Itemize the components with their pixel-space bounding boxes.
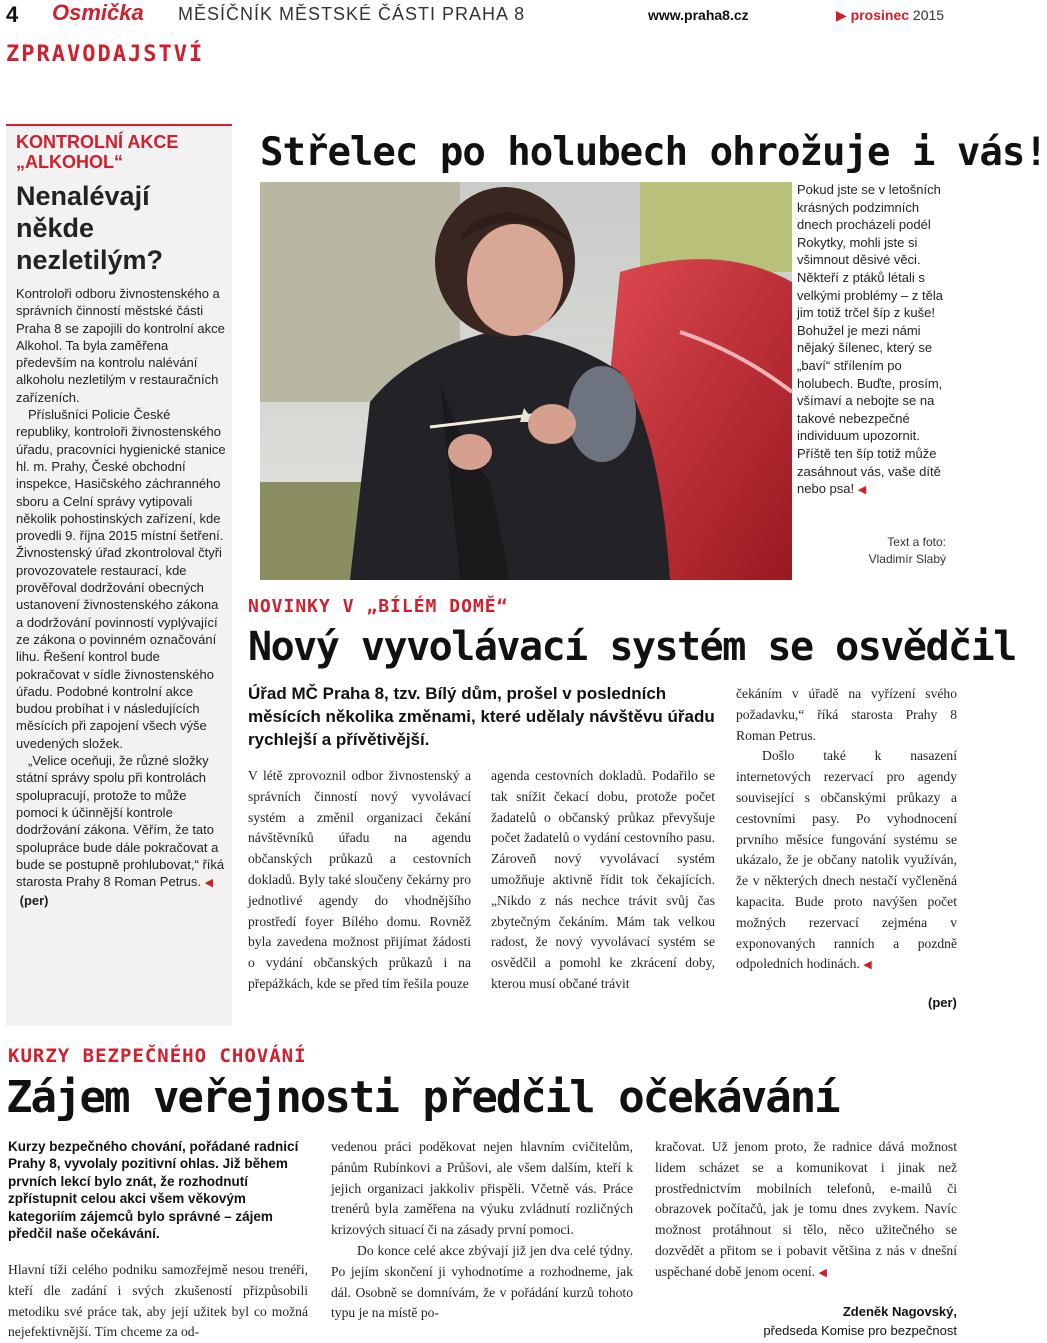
author-name: Zdeněk Nagovský, [842, 1304, 957, 1319]
article2-lead: Úřad MČ Praha 8, tzv. Bílý dům, prošel v posledních měsících několika změnami, které udělaly návštěvu úřadu rychlejší a přívětivější. [248, 684, 715, 749]
paragraph: Příslušníci Policie České republiky, kontroloři živnostenského úřadu, pracovníci hygienické stanice hl. m. Prahy, České obchodní inspekce, Hasičského záchranného sboru a Celní správy vytipovali několik pohostinských zařízení, kde provedli 9. října 2015 místní šetření. Živnostenský úřad zkontroloval čtyři provozovatele restaurací, kde prověřoval dodržování obecných ustanovení živnostenského zákona a dodržování povinností vyplývající ze zákona o povinném označování lihu. Řešení kontrol bude pokračovat v sídle živnostenského úřadu. Podobné kontrolní akce budou probíhat i v následujících měsících při zapojení všech výše uvedených složek. [16, 407, 226, 751]
triangle-right-icon: ▶ [836, 7, 847, 23]
article2-column-3 [736, 684, 957, 976]
article3-column-2 [331, 1137, 633, 1324]
signature: (per) [19, 893, 49, 909]
paragraph: Do konce celé akce zbývají již jen dva celé týdny. Po jejím skončení ji vyhodnotíme a rozhodneme, jak dál. Osobně se domnívám, že v pořádání kurzů tohoto typu je na místě po- [331, 1242, 633, 1321]
main-article-title: Střelec po holubech ohrožuje i vás! [260, 130, 1047, 175]
photo-illustration [260, 182, 792, 580]
issue-date [836, 7, 944, 24]
article3-lead: Kurzy bezpečného chování, pořádané radnicí Prahy 8, vyvolaly pozitivní ohlas. Již během prvních lekcí bylo znát, že rozhodnutí zpřístupnit celou akci všem věkovým kategoriím zájemců bylo správné – zájem předčil naše očekávání. [8, 1139, 299, 1242]
article3-author [700, 1302, 957, 1340]
credit-label: Text a foto: [887, 535, 946, 549]
sidebar-body: Pokud jste se v letošních krásných podzimních dnech procházeli podél Rokytky, mohli jste si všimnout děsivé věci. Někteří z ptáků létali s velkými problémy – z těla jim totiž trčel šíp z kuše! Bohužel je mezi námi nějaký šílenec, který se „baví“ střílením po holubech. Buďte, prosím, všímaví a nebojte se na takové nebezpečné individuum upozornit. Příště ten šíp totiž může zasáhnout vás, vaše dítě nebo psa! [797, 182, 943, 497]
triangle-left-icon: ◀ [857, 484, 867, 497]
issue-year: 2015 [912, 7, 945, 23]
paragraph-text: kračovat. Už jenom proto, že radnice dává možnost lidem scházet se a komunikovat i jinak než prostřednictvím mobilních telefonů, e-mailů či obrazovek počítačů, jak je tomu dnes zvykem. Navíc možnost protáhnout si tělo, něco užitečného se dozvědět a přitom se i pobavit většina z nás v dnešní uspěchané době jenom ocení. [655, 1139, 957, 1279]
paragraph [16, 752, 226, 910]
paragraph: Kontroloři odboru živnostenského a správních činností městské části Praha 8 se zapojili do kontrolní akce Alkohol. Ta byla zaměřena především na kontrolu nalévání alkoholu nezletilým v restauračních zařízeních. [16, 286, 225, 405]
page-number: 4 [6, 2, 19, 27]
quote-text: „Velice oceňuji, že různé složky státní správy spolu při kontrolách spolupracují, protože to může pomoci k účinnější kontrole dodržování zákona. Věřím, že tato spolupráce bude dále pokračovat a bude se postupně prohlubovat,“ říká starosta Prahy 8 Roman Petrus. [16, 753, 225, 890]
article3-kicker: KURZY BEZPEČNÉHO CHOVÁNÍ [8, 1045, 307, 1067]
article2-title: Nový vyvolávací systém se osvědčil [248, 624, 1016, 670]
paragraph [736, 746, 957, 976]
left-article-kicker: KONTROLNÍ AKCE „ALKOHOL“ [16, 132, 179, 172]
magazine-name: MĚSÍČNÍK MĚSTSKÉ ČÁSTI PRAHA 8 [178, 4, 526, 24]
article3-title: Zájem veřejnosti předčil očekávání [6, 1072, 839, 1123]
article2-signature: (per) [928, 995, 957, 1010]
article3-column-1: Hlavní tíži celého podniku samozřejmě nesou trenéři, kteří dle zadání i svých zkušeností přizpůsobili metodiku své práce tak, aby její užitek byl co možná nejefektivnější. Tím chceme za od- [8, 1262, 308, 1340]
paragraph-text: Došlo také k nasazení internetových rezervací pro agendy související s občanskými průkazy a cestovními pasy. Po vyhodnocení prvního měsíce fungování systému se ukázalo, že je občany natolik využíván, že v některých dnech nestačí vyčleněná kapacita. Bude proto navýšen počet možných rezervací zejména v exponovaných ranních a pozdně odpoledních hodinách. [736, 748, 957, 972]
paragraph: vedenou práci poděkovat nejen hlavním cvičitelům, pánům Rubínkovi a Průšovi, ale všem dalším, kteří k jejich organizaci jakkoliv přispěli. Včetně vás. Práce trenérů byla zaměřena na výuku zvládnutí rozličných krizových situací či na zásady první pomoci. [331, 1139, 633, 1238]
section-title: ZPRAVODAJSTVÍ [6, 42, 205, 67]
article2-column-2: agenda cestovních dokladů. Podařilo se tak snížit čekací dobu, protože počet žadatelů o občanský průkaz převyšuje počet žadatelů o vydání cestovního pasu. Zároveň nový vyvolávací systém umožňuje aktivně řídit tok čekajících. „Nikdo z nás nechce trávit svůj čas zbytečným čekáním. Mám tak velkou radost, že nový vyvolávací systém se osvědčil a pomohl ke zkrácení doby, kterou musí občané trávit [491, 768, 715, 991]
brand-logo: Osmička [52, 0, 144, 25]
triangle-left-icon: ◀ [204, 877, 214, 890]
article2-kicker: NOVINKY V „BÍLÉM DOMĚ“ [248, 596, 509, 617]
issue-month: prosinec [850, 7, 910, 23]
left-article-title: Nenalévají někde nezletilým? [16, 181, 164, 275]
triangle-left-icon: ◀ [863, 959, 872, 972]
triangle-left-icon: ◀ [818, 1266, 827, 1279]
website-link[interactable]: www.praha8.cz [648, 7, 749, 23]
author-role: předseda Komise pro bezpečnost [763, 1323, 957, 1338]
photo-credit [800, 534, 946, 568]
left-article-body [16, 285, 226, 910]
paragraph: čekáním v úřadě na vyřízení svého požadavku,“ říká starosta Prahy 8 Roman Petrus. [736, 686, 957, 743]
photo-sidebar-text [797, 181, 957, 500]
article-photo [260, 182, 792, 580]
credit-name: Vladimír Slabý [868, 552, 946, 566]
article3-column-3 [655, 1137, 957, 1284]
article2-column-1: V létě zprovoznil odbor živnostenský a správních činností nový vyvolávací systém a změnil organizaci čekání návštěvníků úřadu na agendu občanských průkazů a cestovních dokladů. Byly také sloučeny čekárny pro jednotlivé agendy do vhodnějšího prostředí foyer Bílého domu. Rovněž byla zavedena možnost přijímat žádosti o vydání občanských průkazů i na přepážkách, kde se před tím řešila pouze [248, 768, 471, 991]
